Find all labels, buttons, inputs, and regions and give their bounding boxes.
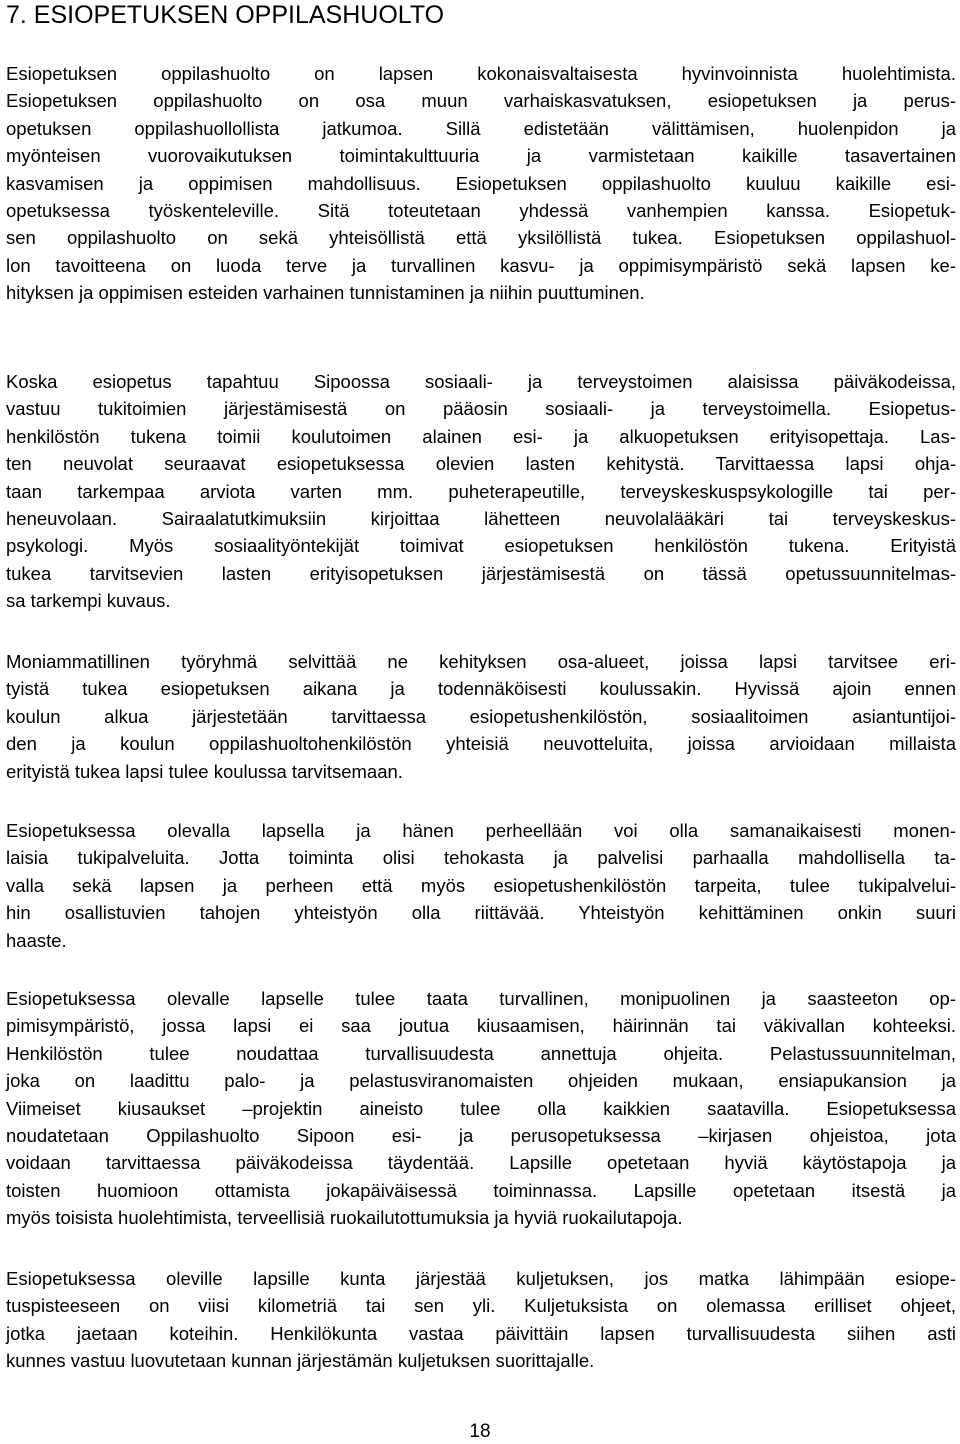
text-line: tukea tarvitsevien lasten erityisopetuksen järjestämisestä on tässä opetussuunnitelmas- [6, 562, 956, 584]
paragraph-support-responsibility [6, 368, 956, 615]
text-line: voidaan tarvittaessa päiväkodeissa täydentää. Lapsille opetetaan hyviä käytöstapoja ja [6, 1152, 956, 1174]
text-line: sen oppilashuolto on sekä yhteisöllistä että yksilöllistä tukea. Esiopetuksen oppilashuol- [6, 227, 956, 249]
text-line: valla sekä lapsen ja perheen että myös esiopetushenkilöstön tarpeita, tulee tukipalvelui- [6, 874, 956, 896]
text-line: ten neuvolat seuraavat esiopetuksessa olevien lasten kehitystä. Tarvittaessa lapsi ohja- [6, 453, 956, 475]
text-line: Viimeiset kiusaukset –projektin aineisto tulee olla kaikkien saatavilla. Esiopetuksessa [6, 1097, 956, 1119]
text-line: jotka jaetaan koteihin. Henkilökunta vastaa päivittäin lapsen turvallisuudesta siihen asti [6, 1322, 956, 1344]
text-line: kunnes vastuu luovutetaan kunnan järjestämän kuljetuksen suorittajalle. [6, 1350, 595, 1372]
paragraph-pupil-welfare-intro [6, 60, 956, 307]
paragraph-multiprofessional-team [6, 648, 956, 785]
paragraph-transportation [6, 1265, 956, 1375]
page-title: 7. ESIOPETUKSEN OPPILASHUOLTO [6, 1, 445, 29]
text-line: Esiopetuksessa olevalla lapsella ja hänen perheellään voi olla samanaikaisesti monen- [6, 820, 956, 841]
text-line: noudatetaan Oppilashuolto Sipoon esi- ja perusopetuksessa –kirjasen ohjeistoa, jota [6, 1124, 956, 1146]
text-line: laisia tukipalveluita. Jotta toiminta olisi tehokasta ja palvelisi parhaalla mahdollisella ta- [6, 847, 956, 869]
text-line: vastuu tukitoimien järjestämisestä on pääosin sosiaali- ja terveystoimella. Esiopetus- [6, 398, 956, 420]
text-line: myönteisen vuorovaikutuksen toimintakulttuuria ja varmistetaan kaikille tasavertainen [6, 145, 956, 167]
text-line: hin osallistuvien tahojen yhteistyön olla riittävää. Yhteistyön kehittäminen onkin suuri [6, 902, 956, 924]
text-line: myös toisista huolehtimista, terveellisiä ruokailutottumuksia ja hyviä ruokailutapoja. [6, 1207, 683, 1229]
text-line: Esiopetuksen oppilashuolto on osa muun varhaiskasvatuksen, esiopetuksen ja perus- [6, 90, 956, 112]
text-line: Henkilöstön tulee noudattaa turvallisuudesta annettuja ohjeita. Pelastussuunnitelman, [6, 1042, 956, 1064]
text-line: kasvamisen ja oppimisen mahdollisuus. Esiopetuksen oppilashuolto kuuluu kaikille esi- [6, 172, 956, 194]
text-line: henkilöstön tukena toimii koulutoimen alainen esi- ja alkuopetuksen erityisopettaja. Las- [6, 425, 956, 447]
paragraph-support-services [6, 817, 956, 954]
text-line: lon tavoitteena on luoda terve ja turvallinen kasvu- ja oppimisympäristö sekä lapsen ke- [6, 254, 956, 276]
text-line: taan tarkempaa arviota varten mm. puheterapeutille, terveyskeskuspsykologille tai per- [6, 480, 956, 502]
text-line: psykologi. Myös sosiaalityöntekijät toimivat esiopetuksen henkilöstön tukena. Erityistä [6, 535, 956, 557]
text-line: Esiopetuksessa olevalle lapselle tulee taata turvallinen, monipuolinen ja saasteeton op- [6, 988, 956, 1009]
text-line: den ja koulun oppilashuoltohenkilöstön yhteisiä neuvotteluita, joissa arvioidaan millaista [6, 733, 956, 755]
text-line: Esiopetuksen oppilashuolto on lapsen kokonaisvaltaisesta hyvinvoinnista huolehtimista. [6, 63, 956, 84]
text-line: pimisympäristö, jossa lapsi ei saa joutua kiusaamisen, häirinnän tai väkivallan kohteeksi. [6, 1015, 956, 1037]
text-line: koulun alkua järjestetään tarvittaessa esiopetushenkilöstön, sosiaalitoimen asiantuntijoi- [6, 705, 956, 727]
text-line: hityksen ja oppimisen esteiden varhainen tunnistaminen ja niihin puuttuminen. [6, 282, 645, 304]
paragraph-safe-environment [6, 985, 956, 1232]
text-line: haaste. [6, 929, 67, 951]
text-line: Esiopetuksessa oleville lapsille kunta järjestää kuljetuksen, jos matka lähimpään esiope- [6, 1268, 956, 1289]
text-line: tyistä tukea esiopetuksen aikana ja todennäköisesti koulussakin. Hyvissä ajoin ennen [6, 678, 956, 700]
text-line: sa tarkempi kuvaus. [6, 590, 171, 612]
text-line: Moniammatillinen työryhmä selvittää ne kehityksen osa-alueet, joissa lapsi tarvitsee eri- [6, 651, 956, 672]
page-number: 18 [469, 1421, 491, 1442]
text-line: opetuksessa työskenteleville. Sitä toteutetaan yhdessä vanhempien kanssa. Esiopetuk- [6, 199, 956, 221]
text-line: tuspisteeseen on viisi kilometriä tai sen yli. Kuljetuksista on olemassa erilliset ohjeet, [6, 1295, 956, 1317]
text-line: joka on laadittu palo- ja pelastusviranomaisten ohjeiden mukaan, ensiapukansion ja [6, 1070, 956, 1092]
text-line: toisten huomioon ottamista jokapäiväisessä toiminnassa. Lapsille opetetaan itsestä ja [6, 1179, 956, 1201]
text-line: erityistä tukea lapsi tulee koulussa tarvitsemaan. [6, 760, 403, 782]
text-line: heneuvolaan. Sairaalatutkimuksiin kirjoittaa lähetteen neuvolalääkäri tai terveyskeskus- [6, 507, 956, 529]
text-line: opetuksen oppilashuollollista jatkumoa. Sillä edistetään välittämisen, huolenpidon ja [6, 117, 956, 139]
text-line: Koska esiopetus tapahtuu Sipoossa sosiaali- ja terveystoimen alaisissa päiväkodeissa, [6, 371, 956, 392]
